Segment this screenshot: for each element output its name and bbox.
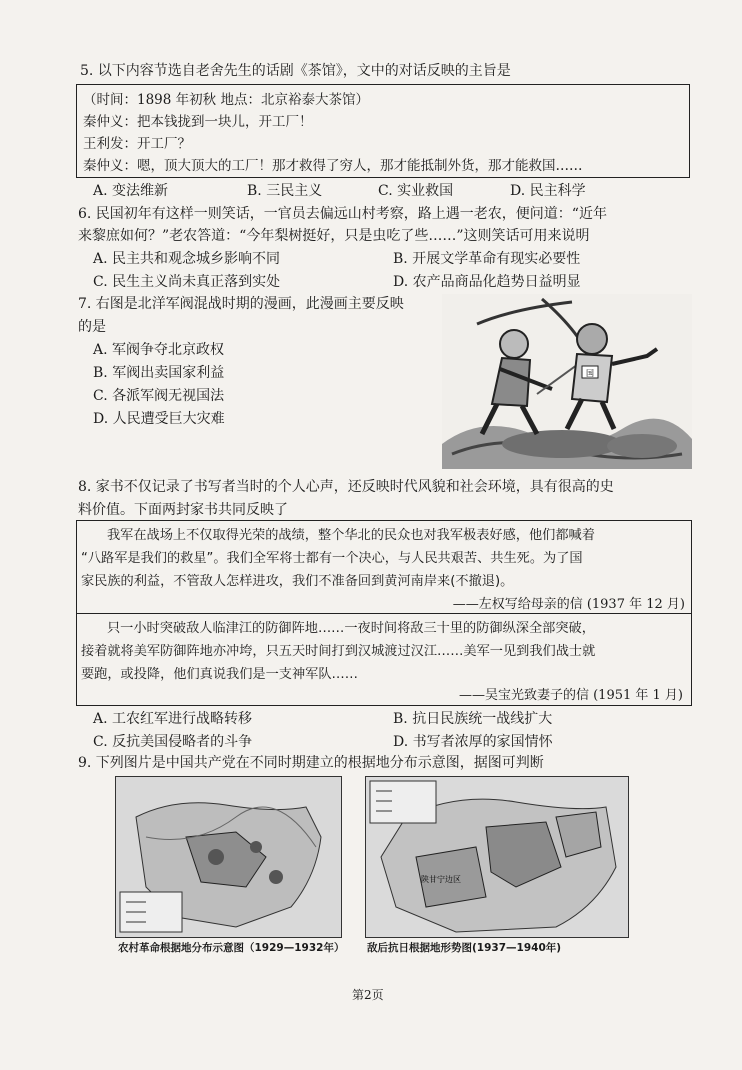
letter2-line: 接着就将美军防御阵地亦冲垮，只五天时间打到汉城渡过汉江……美军一见到我们战士就 (81, 644, 596, 659)
letters-divider (77, 613, 691, 614)
warlord-cartoon-image (442, 294, 692, 469)
q7-option-a[interactable]: A. 军阀争夺北京政权 (93, 342, 225, 358)
q9-stem: 9. 下列图片是中国共产党在不同时期建立的根据地分布示意图，据图可判断 (78, 755, 544, 771)
q8-option-c[interactable]: C. 反抗美国侵略者的斗争 (93, 734, 253, 750)
q8-letters-box (76, 520, 692, 706)
q7-option-d[interactable]: D. 人民遭受巨大灾难 (93, 411, 225, 427)
q8-option-b[interactable]: B. 抗日民族统一战线扩大 (393, 711, 553, 727)
letter1-line: 我军在战场上不仅取得光荣的战绩，整个华北的民众也对我军极表好感，他们都喊着 (107, 528, 595, 543)
page-number: 第2页 (352, 988, 384, 1002)
q6-option-c[interactable]: C. 民生主义尚未真正落到实处 (93, 274, 281, 290)
q5-option-a[interactable]: A. 变法维新 (93, 183, 169, 199)
q7-stem-line1: 7. 右图是北洋军阀混战时期的漫画，此漫画主要反映 (78, 296, 404, 312)
dialogue-line: （时间：1898 年初秋 地点：北京裕泰大茶馆） (83, 92, 369, 108)
rural-base-map (115, 776, 342, 938)
q5-stem: 5. 以下内容节选自老舍先生的话剧《茶馆》，文中的对话反映的主旨是 (80, 63, 511, 79)
dialogue-line: 秦仲义：把本钱拢到一块儿，开工厂！ (83, 114, 313, 130)
letter1-line: “八路军是我们的救星”。我们全军将士都有一个决心，与人民共艰苦、共生死。为了国 (81, 551, 583, 566)
q8-option-a[interactable]: A. 工农红军进行战略转移 (93, 711, 253, 727)
letter1-line: 家民族的利益，不管敌人怎样进攻，我们不准备回到黄河南岸来(不撤退)。 (81, 574, 514, 589)
map2-caption: 敌后抗日根据地形势图(1937—1940年) (367, 942, 562, 954)
q5-option-d[interactable]: D. 民主科学 (510, 183, 586, 199)
rural-base-map-image (116, 777, 341, 937)
q5-dialogue-box (76, 84, 690, 178)
map2-region-label: 陕甘宁边区 (421, 875, 461, 884)
q6-option-b[interactable]: B. 开展文学革命有现实必要性 (393, 251, 581, 267)
q6-stem-line2: 来黎庶如何？”老农答道：“今年梨树挺好，只是虫吃了些……”这则笑话可用来说明 (78, 228, 590, 244)
map1-caption: 农村革命根据地分布示意图（1929—1932年） (118, 942, 345, 954)
anti-japanese-base-map-image (366, 777, 628, 937)
cartoon-badge-text: 国 (586, 369, 594, 378)
letter2-line: 只一小时突破敌人临津江的防御阵地……一夜时间将敌三十里的防御纵深全部突破， (107, 621, 595, 636)
q5-option-b[interactable]: B. 三民主义 (247, 183, 323, 199)
q6-option-d[interactable]: D. 农产品商品化趋势日益明显 (393, 274, 581, 290)
letter2-signature: ——吴宝光致妻子的信 (1951 年 1 月) (458, 688, 683, 703)
q7-option-b[interactable]: B. 军阀出卖国家利益 (93, 365, 225, 381)
q8-stem-line1: 8. 家书不仅记录了书写者当时的个人心声，还反映时代风貌和社会环境，具有很高的史 (78, 479, 614, 495)
anti-japanese-base-map (365, 776, 629, 938)
q5-option-c[interactable]: C. 实业救国 (378, 183, 454, 199)
letter1-signature: ——左权写给母亲的信 (1937 年 12 月) (452, 597, 685, 612)
q6-option-a[interactable]: A. 民主共和观念城乡影响不同 (93, 251, 281, 267)
dialogue-line: 王利发：开工厂？ (83, 136, 191, 152)
q7-option-c[interactable]: C. 各派军阀无视国法 (93, 388, 225, 404)
q8-option-d[interactable]: D. 书写者浓厚的家国情怀 (393, 734, 553, 750)
q7-stem-line2: 的是 (78, 319, 106, 335)
dialogue-line: 秦仲义：嗯，顶大顶大的工厂！那才救得了穷人，那才能抵制外货，那才能救国…… (83, 158, 583, 174)
q6-stem-line1: 6. 民国初年有这样一则笑话，一官员去偏远山村考察，路上遇一老农，便问道：“近年 (78, 206, 607, 222)
letter2-line: 要跑，或投降，他们真说我们是一支神军队…… (81, 667, 358, 682)
q8-stem-line2: 料价值。下面两封家书共同反映了 (78, 502, 288, 518)
